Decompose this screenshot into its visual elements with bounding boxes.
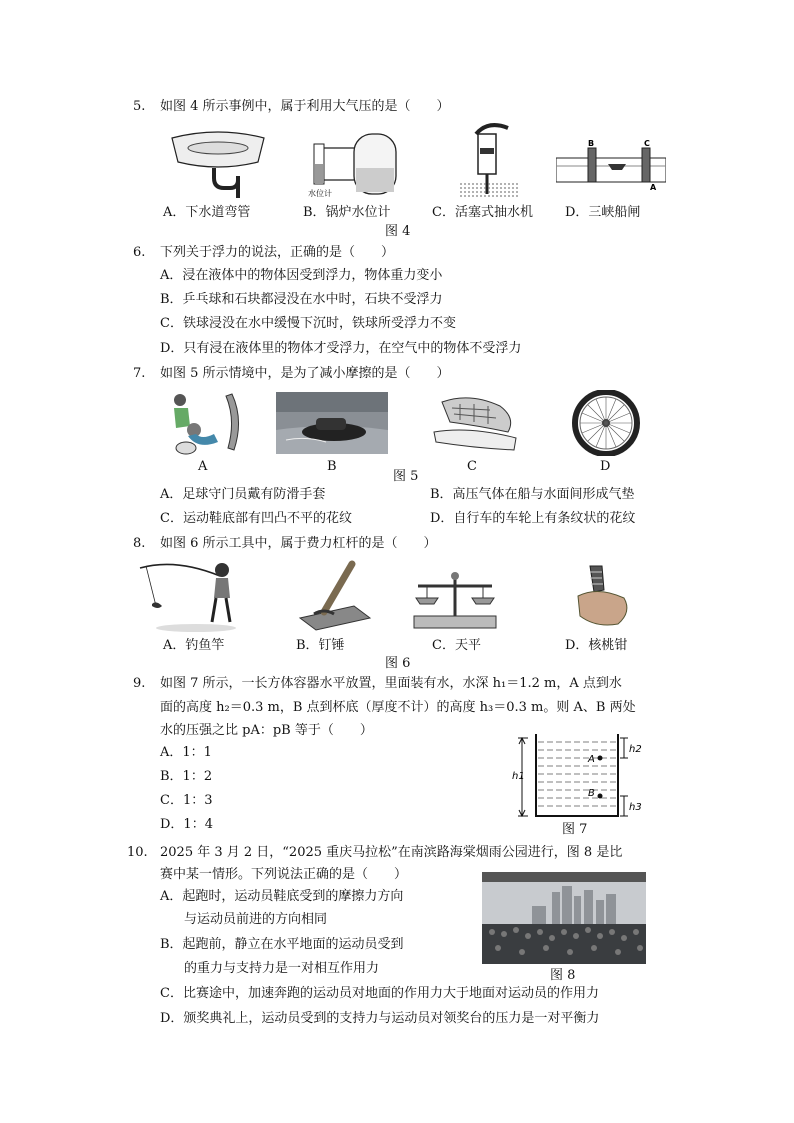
q7-img-label-c: C xyxy=(467,459,477,474)
q10-option-a-line-2: 与运动员前进的方向相同 xyxy=(184,912,328,927)
q10-option-c: C．比赛途中，加速奔跑的运动员对地面的作用力大于地面对运动员的作用力 xyxy=(160,986,599,1001)
boiler-gauge-figure xyxy=(306,128,402,200)
goalkeeper-photo xyxy=(158,390,244,456)
q5-number: 5. xyxy=(133,99,146,114)
claw-hammer-figure xyxy=(294,560,374,634)
q6-option-d: D．只有浸在液体里的物体才受浮力，在空气中的物体不受浮力 xyxy=(160,341,522,356)
q10-option-b-line-1: B．起跑前，静立在水平地面的运动员受到 xyxy=(160,937,404,952)
fig5-caption: 图 5 xyxy=(393,469,419,484)
sink-figure xyxy=(168,128,268,200)
q5-stem: 如图 4 所示事例中，属于利用大气压的是（ ） xyxy=(160,99,450,114)
q8-number: 8. xyxy=(133,536,146,551)
bicycle-wheel-photo xyxy=(552,390,660,456)
q9-option-c: C．1：3 xyxy=(160,793,213,808)
sneaker-sole-photo xyxy=(430,392,520,454)
q8-option-c: C．天平 xyxy=(432,638,481,653)
ship-lock-figure xyxy=(556,140,666,192)
piston-pump-figure xyxy=(458,120,522,198)
container-diagram xyxy=(508,732,648,820)
h1-label: h1 xyxy=(512,771,525,782)
h2-label: h2 xyxy=(629,744,642,755)
nutcracker-figure xyxy=(568,562,634,632)
q7-number: 7. xyxy=(133,366,146,381)
fig4-caption: 图 4 xyxy=(385,224,411,239)
q8-option-a: A．钓鱼竿 xyxy=(163,638,225,653)
gauge-label: 水位计 xyxy=(308,189,332,198)
q7-option-d: D．自行车的车轮上有条纹状的花纹 xyxy=(430,511,636,526)
q5-option-d: D．三峡船闸 xyxy=(565,205,641,220)
q7-stem: 如图 5 所示情境中，是为了减小摩擦的是（ ） xyxy=(160,366,450,381)
fig8-caption: 图 8 xyxy=(550,968,576,983)
point-a-label: A xyxy=(588,754,595,765)
q6-stem: 下列关于浮力的说法，正确的是（ ） xyxy=(160,245,395,260)
marathon-photo xyxy=(482,872,646,964)
balance-scale-figure xyxy=(408,568,502,632)
q7-option-a: A．足球守门员戴有防滑手套 xyxy=(160,487,326,502)
q6-option-a: A．浸在液体中的物体因受到浮力，物体重力变小 xyxy=(160,268,443,283)
q5-option-c: C．活塞式抽水机 xyxy=(432,205,533,220)
fig6-caption: 图 6 xyxy=(385,656,411,671)
q9-option-d: D．1：4 xyxy=(160,817,213,832)
q10-option-a-line-1: A．起跑时，运动员鞋底受到的摩擦力方向 xyxy=(160,889,404,904)
q10-number: 10. xyxy=(127,845,148,860)
q5-option-b: B．锅炉水位计 xyxy=(303,205,391,220)
q9-number: 9. xyxy=(133,676,146,691)
q5-option-a: A．下水道弯管 xyxy=(163,205,251,220)
q7-img-label-b: B xyxy=(327,459,337,474)
lock-label-a: A xyxy=(650,183,657,192)
q7-img-label-d: D xyxy=(600,459,611,474)
h3-label: h3 xyxy=(629,802,642,813)
q10-option-d: D．颁奖典礼上，运动员受到的支持力与运动员对领奖台的压力是一对平衡力 xyxy=(160,1011,600,1026)
q6-number: 6. xyxy=(133,245,146,260)
q7-option-c: C．运动鞋底部有凹凸不平的花纹 xyxy=(160,511,352,526)
q10-line-1: 2025 年 3 月 2 日，“2025 重庆马拉松”在南滨路海棠烟雨公园进行，图 8 是比 xyxy=(160,845,623,860)
q10-line-2: 赛中某一情形。下列说法正确的是（ ） xyxy=(160,867,408,882)
lock-label-b: B xyxy=(588,140,595,148)
q6-option-c: C．铁球浸没在水中缓慢下沉时，铁球所受浮力不变 xyxy=(160,316,456,331)
q9-line-2: 面的高度 h₂＝0.3 m，B 点到杯底（厚度不计）的高度 h₃＝0.3 m。则 A、B 两处 xyxy=(160,700,636,715)
q7-option-b: B．高压气体在船与水面间形成气垫 xyxy=(430,487,635,502)
fig7-caption: 图 7 xyxy=(562,822,588,837)
q9-option-a: A．1：1 xyxy=(160,745,212,760)
fishing-rod-figure xyxy=(136,560,240,634)
q9-option-b: B．1：2 xyxy=(160,769,213,784)
q8-option-d: D．核桃钳 xyxy=(565,638,628,653)
q10-option-b-line-2: 的重力与支持力是一对相互作用力 xyxy=(184,961,380,976)
q9-line-1: 如图 7 所示，一长方体容器水平放置，里面装有水，水深 h₁＝1.2 m，A 点到水 xyxy=(160,676,622,691)
q9-line-3: 水的压强之比 pA：pB 等于（ ） xyxy=(160,723,373,738)
q6-option-b: B．乒乓球和石块都浸没在水中时，石块不受浮力 xyxy=(160,292,443,307)
lock-label-c: C xyxy=(644,140,650,148)
q8-option-b: B．钉锤 xyxy=(296,638,345,653)
point-b-label: B xyxy=(588,788,595,799)
hovercraft-photo xyxy=(276,392,388,454)
q8-stem: 如图 6 所示工具中，属于费力杠杆的是（ ） xyxy=(160,536,437,551)
q7-img-label-a: A xyxy=(198,459,208,474)
